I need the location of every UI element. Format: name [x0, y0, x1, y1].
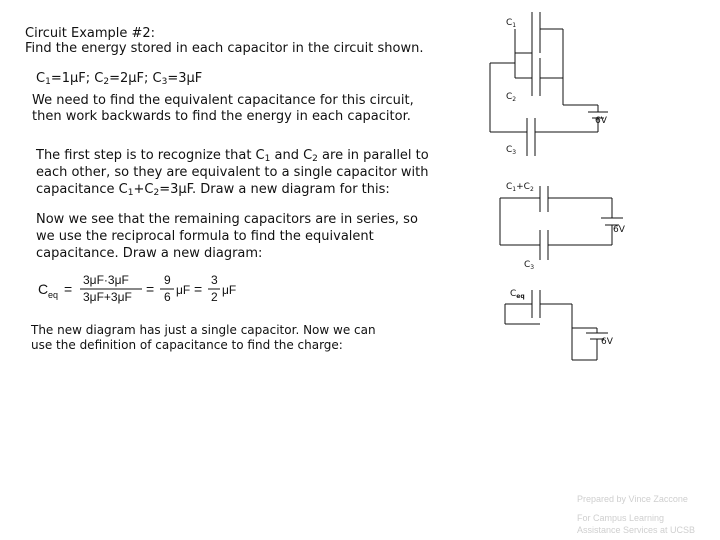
step2-line-2: we use the reciprocal formula to find the equivalent — [36, 229, 374, 244]
capacitor-values: $C_1=1\mu F$; $C_2=2\mu F$; $C_3=3\mu F$ — [36, 71, 203, 87]
formula-equals-1: = — [64, 281, 73, 297]
formula-lhs: C — [38, 281, 49, 297]
circuit-diagram-2 — [500, 186, 623, 260]
formula-equals-2: = — [146, 281, 155, 297]
d3-label-voltage: 6V — [601, 337, 613, 347]
formula-equals-3: = — [194, 281, 203, 297]
d1-label-voltage: 6V — [595, 116, 607, 126]
step3-line-2: use the definition of capacitance to find the charge: — [31, 338, 343, 352]
credit-line-2: For Campus Learning — [577, 513, 665, 523]
d1-label-c1: $C_1$ — [506, 18, 517, 29]
formula-unit-3: μF — [222, 283, 237, 297]
credit-line-1: Prepared by Vince Zaccone — [577, 494, 688, 504]
d3-label-ceq: $C_{eq}$ — [510, 289, 525, 300]
formula-num-1: 3μF·3μF — [83, 273, 129, 287]
formula-den-1: 3μF+3μF — [83, 290, 132, 304]
formula-num-3: 3 — [211, 273, 218, 287]
credit-line-3: Assistance Services at UCSB — [577, 525, 696, 535]
circuit-diagram-1 — [490, 12, 608, 156]
title-line-2: Find the energy stored in each capacitor in the circuit shown. — [25, 41, 424, 56]
formula-unit-2: μF — [176, 283, 191, 297]
step1-line-1: The first step is to recognize that $C_1$ and $C_2$ are in parallel to — [36, 148, 429, 164]
step3-line-1: The new diagram has just a single capacitor. Now we can — [31, 323, 376, 337]
intro-line-2: then work backwards to find the energy in each capacitor. — [32, 109, 411, 124]
step2-line-3: capacitance. Draw a new diagram: — [36, 246, 263, 261]
d1-label-c3: $C_3$ — [506, 145, 517, 156]
title-line-1: Circuit Example #2: — [25, 26, 156, 41]
d1-label-c2: $C_2$ — [506, 92, 517, 103]
step2-line-1: Now we see that the remaining capacitors are in series, so — [36, 212, 418, 227]
d2-label-c3: $C_3$ — [524, 260, 535, 271]
step1-line-2: each other, so they are equivalent to a single capacitor with — [36, 165, 429, 180]
d2-label-voltage: 6V — [613, 225, 625, 235]
formula-num-2: 9 — [164, 273, 171, 287]
formula-den-2: 6 — [164, 290, 171, 304]
formula-den-3: 2 — [211, 290, 218, 304]
formula-lhs-sub: eq — [48, 290, 59, 300]
step1-line-3: capacitance $C_1+C_2=3\mu F$. Draw a new diagram for this: — [36, 182, 390, 198]
d2-label-c12: $C_1+C_2$ — [506, 182, 534, 193]
intro-line-1: We need to find the equivalent capacitance for this circuit, — [32, 93, 414, 108]
circuit-diagram-3 — [505, 290, 608, 360]
